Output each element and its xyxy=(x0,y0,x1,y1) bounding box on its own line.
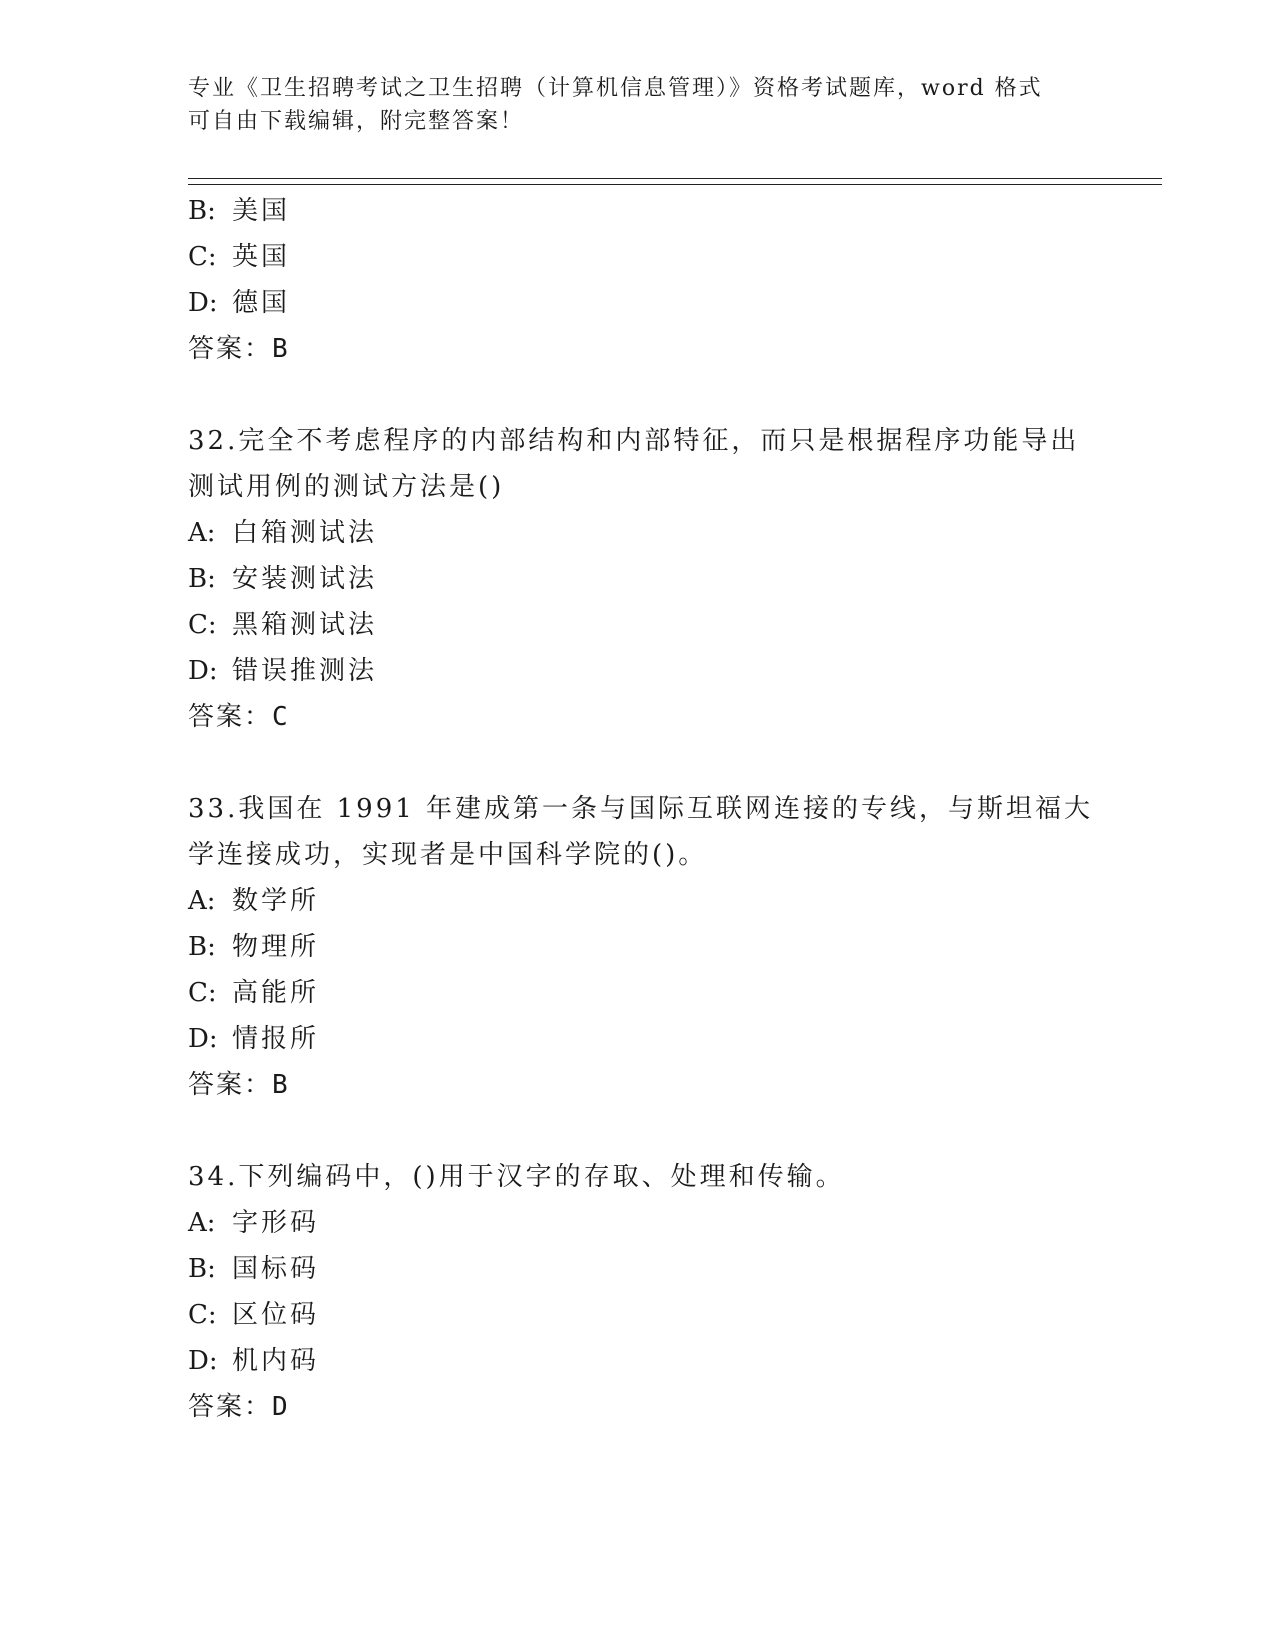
answer-line: 答案：C xyxy=(188,702,290,732)
answer-line: 答案：D xyxy=(188,1392,290,1422)
option-d: D: 德国 xyxy=(188,288,291,318)
option-d: D: 情报所 xyxy=(188,1024,320,1054)
document-header xyxy=(188,72,1088,138)
header-line-2: 可自由下载编辑，附完整答案！ xyxy=(188,109,525,134)
question-33 xyxy=(188,786,1094,1108)
answer-line: 答案：B xyxy=(188,334,290,364)
option-c: C: 高能所 xyxy=(188,978,320,1008)
header-divider-bottom xyxy=(188,184,1162,185)
option-a: A: 字形码 xyxy=(188,1208,320,1238)
question-32 xyxy=(188,418,1088,740)
option-b: B: 安装测试法 xyxy=(188,564,378,594)
question-text-line: 33.我国在 1991 年建成第一条与国际互联网连接的专线，与斯坦福大 xyxy=(188,794,1094,824)
question-34 xyxy=(188,1154,1088,1430)
option-a: A: 白箱测试法 xyxy=(188,518,378,548)
option-b: B: 美国 xyxy=(188,196,291,226)
question-text-line: 32.完全不考虑程序的内部结构和内部特征，而只是根据程序功能导出 xyxy=(188,426,1080,456)
question-text-line: 34.下列编码中，()用于汉字的存取、处理和传输。 xyxy=(188,1162,845,1192)
question-list xyxy=(188,188,1094,1430)
option-b: B: 国标码 xyxy=(188,1254,320,1284)
previous-question-tail xyxy=(188,188,1088,372)
option-c: C: 黑箱测试法 xyxy=(188,610,378,640)
header-line-1: 专业《卫生招聘考试之卫生招聘（计算机信息管理）》资格考试题库，word 格式 xyxy=(188,76,1043,101)
answer-line: 答案：B xyxy=(188,1070,290,1100)
question-text-line: 学连接成功，实现者是中国科学院的()。 xyxy=(188,840,708,870)
option-c: C: 英国 xyxy=(188,242,291,272)
question-text-line: 测试用例的测试方法是() xyxy=(188,472,505,502)
option-b: B: 物理所 xyxy=(188,932,320,962)
option-a: A: 数学所 xyxy=(188,886,320,916)
option-d: D: 机内码 xyxy=(188,1346,320,1376)
option-c: C: 区位码 xyxy=(188,1300,320,1330)
header-divider-top xyxy=(188,178,1162,179)
option-d: D: 错误推测法 xyxy=(188,656,378,686)
